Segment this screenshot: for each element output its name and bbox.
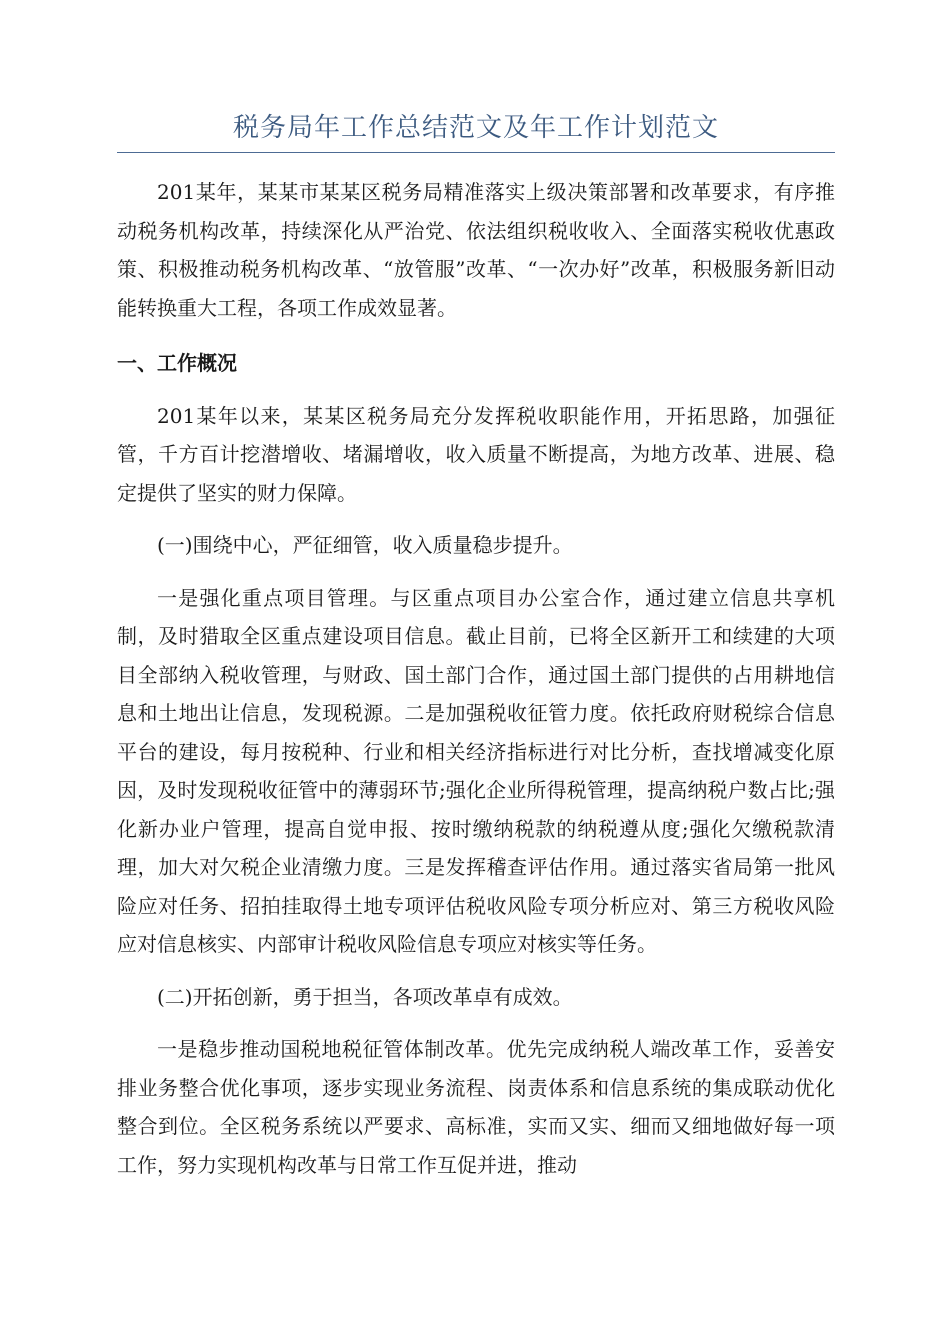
subsection-heading-1: (一)围绕中心，严征细管，收入质量稳步提升。 (157, 533, 573, 557)
subsection-2-body: 一是稳步推动国税地税征管体制改革。优先完成纳税人端改革工作，妥善安排业务整合优化事项，逐步实现业务流程、岗责体系和信息系统的集成联动优化整合到位。全区税务系统以严要求、高标准，实而又实、细而又细地做好每一项工作，努力实现机构改革与日常工作互促并进，推动 (117, 1037, 835, 1177)
subsection-heading-2: (二)开拓创新，勇于担当，各项改革卓有成效。 (157, 984, 573, 1009)
document-title: 税务局年工作总结范文及年工作计划范文 (117, 108, 835, 153)
section-heading-overview: 一、工作概况 (117, 351, 237, 375)
subsection-1-body: 一是强化重点项目管理。与区重点项目办公室合作，通过建立信息共享机制，及时猎取全区重点建设项目信息。截止目前，已将全区新开工和续建的大项目全部纳入税收管理，与财政、国土部门合作，通过国土部门提供的占用耕地信息和土地出让信息，发现税源。二是加强税收征管力度。依托政府财税综合信息平台的建设，每月按税种、行业和相关经济指标进行对比分析，查找增减变化原因，及时发现税收征管中的薄弱环节;强化企业所得税管理，提高纳税户数占比;强化新办业户管理，提高自觉申报、按时缴纳税款的纳税遵从度;强化欠缴税款清理，加大对欠税企业清缴力度。三是发挥稽查评估作用。通过落实省局第一批风险应对任务、招拍挂取得土地专项评估税收风险专项分析应对、第三方税收风险应对信息核实、内部审计税收风险信息专项应对核实等任务。 (117, 585, 835, 956)
overview-paragraph: 201某年以来，某某区税务局充分发挥税收职能作用，开拓思路，加强征管，千方百计挖潜增收、堵漏增收，收入质量不断提高，为地方改革、进展、稳定提供了坚实的财力保障。 (117, 403, 835, 505)
intro-paragraph: 201某年，某某市某某区税务局精准落实上级决策部署和改革要求，有序推动税务机构改革，持续深化从严治党、依法组织税收收入、全面落实税收优惠政策、积极推动税务机构改革、“放管服”改革、“一次办好”改革，积极服务新旧动能转换重大工程，各项工作成效显著。 (117, 180, 835, 320)
document-page (117, 108, 835, 1184)
